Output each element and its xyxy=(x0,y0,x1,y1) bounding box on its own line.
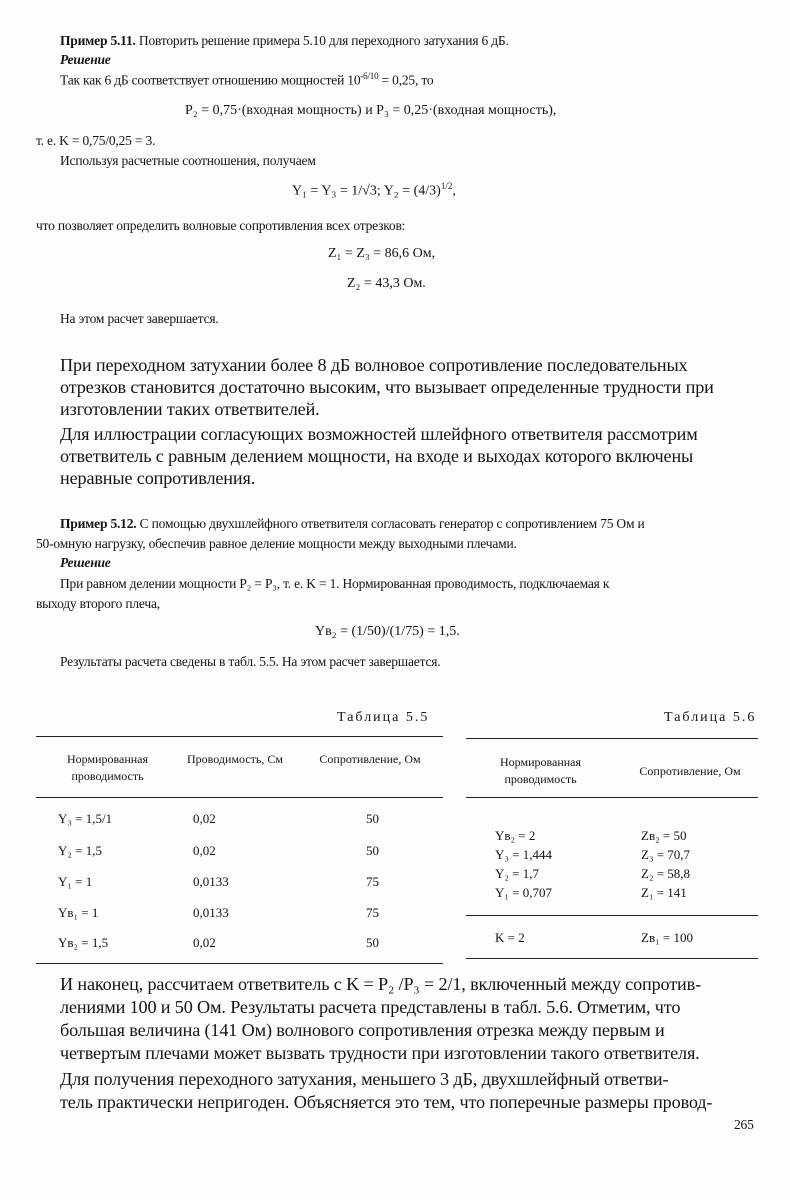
example-text: С помощью двухшлейфного ответвителя согласовать генератор с сопротивлением 75 Ом и xyxy=(139,516,645,531)
example-5-12-heading xyxy=(60,516,645,532)
paragraph-2-line-2: ответвитель с равным делением мощности, на входе и выходах которого включены xyxy=(60,446,694,466)
paragraph-1-line-1: При переходном затухании более 8 дБ волновое сопротивление последовательных xyxy=(60,355,688,375)
table-5-5-cell: 50 xyxy=(366,935,379,950)
table-5-6-bottom-rule xyxy=(466,958,758,959)
table-5-5-cell: 0,02 xyxy=(193,843,216,858)
ratio-result: = 0,25, то xyxy=(378,72,434,88)
admittance-equation xyxy=(292,181,456,200)
table-5-6-cell: Y₁ = 0,707 xyxy=(495,885,553,900)
determine-line: что позволяет определить волновые сопротивления всех отрезков: xyxy=(36,218,406,233)
results-line: Результаты расчета сведены в табл. 5.5. На этом расчет завершается. xyxy=(60,654,441,669)
table-5-6-cell: Z₂ = 58,8 xyxy=(641,866,691,881)
paragraph-1-line-2: отрезков становится достаточно высоким, что вызывает определенные трудности при xyxy=(60,377,714,397)
table-5-6-footer-k: K = 2 xyxy=(495,930,525,945)
second-arm-line: выходу второго плеча, xyxy=(36,596,160,611)
paragraph-3-line-1: И наконец, рассчитаем ответвитель с K = P₂ /P₃ = 2/1, включенный между сопротив- xyxy=(60,974,701,994)
table-5-5-cell: 0,02 xyxy=(193,935,216,950)
table-5-5-cell: 0,02 xyxy=(193,811,216,826)
table-5-5-cell: Y₃ = 1,5/1 xyxy=(58,811,113,826)
paragraph-4-line-1: Для получения переходного затухания, меньшего 3 дБ, двухшлейфный ответви- xyxy=(60,1069,669,1089)
equal-division-line: При равном делении мощности P₂ = P₃, т. е. K = 1. Нормированная проводимость, подключаемая к xyxy=(60,576,610,591)
table-5-6-header-2: Сопротивление, Ом xyxy=(639,764,741,778)
admittance-exponent: 1/2 xyxy=(440,181,453,191)
table-5-6-caption: Таблица 5.6 xyxy=(664,710,757,725)
table-5-6-footer-rule xyxy=(466,915,758,916)
paragraph-3-line-3: большая величина (141 Ом) волнового сопротивления отрезка между первым и xyxy=(60,1020,665,1040)
table-5-6-top-rule xyxy=(466,738,758,739)
paragraph-1-line-3: изготовлении таких ответвителей. xyxy=(60,399,320,419)
admittance-comma: , xyxy=(452,183,456,199)
solution-label-2: Решение xyxy=(60,555,111,570)
table-5-5-cell: 0,0133 xyxy=(193,874,229,889)
example-5-11-heading xyxy=(60,33,509,49)
power-equation: P₂ = 0,75·(входная мощность) и P₃ = 0,25·(входная мощность), xyxy=(185,103,557,118)
table-5-5-header-3: Сопротивление, Ом xyxy=(319,752,421,766)
example-text: Повторить решение примера 5.10 для переходного затухания 6 дБ. xyxy=(138,33,509,48)
table-5-6-cell: Y₂ = 1,7 xyxy=(495,866,540,881)
table-5-5-header-1: Нормированная проводимость xyxy=(66,752,149,783)
example-label: Пример 5.11. xyxy=(60,33,136,48)
page-number: 265 xyxy=(734,1117,754,1132)
table-5-5-cell: Yв₁ = 1 xyxy=(58,905,99,920)
table-5-5-cell: 0,0133 xyxy=(193,905,229,920)
yb2-equation: Yв₂ = (1/50)/(1/75) = 1,5. xyxy=(315,624,460,639)
table-5-6-footer-z: Zв₁ = 100 xyxy=(641,930,693,945)
impedance-equation-2: Z₂ = 43,3 Ом. xyxy=(347,276,426,291)
admittance-text: Y₁ = Y₃ = 1/√3; Y₂ = (4/3) xyxy=(292,183,441,199)
table-5-6-cell: Z₃ = 70,7 xyxy=(641,847,691,862)
table-5-6-cell: Zв₂ = 50 xyxy=(641,828,687,843)
finish-line: На этом расчет завершается. xyxy=(60,311,219,326)
table-5-5-cell: 75 xyxy=(366,874,379,889)
table-5-5-cell: Y₂ = 1,5 xyxy=(58,843,103,858)
table-5-5-header-2: Проводимость, См xyxy=(187,752,283,766)
impedance-equation-1: Z₁ = Z₃ = 86,6 Ом, xyxy=(328,246,436,261)
table-5-5-header-rule xyxy=(36,797,443,798)
paragraph-3-line-2: лениями 100 и 50 Ом. Результаты расчета представлены в табл. 5.6. Отметим, что xyxy=(60,997,681,1017)
table-5-6-header-1: Нормированная проводимость xyxy=(499,755,582,786)
table-5-6-cell: Yв₂ = 2 xyxy=(495,828,536,843)
table-5-6-cell: Y₃ = 1,444 xyxy=(495,847,553,862)
ratio-text: Так как 6 дБ соответствует отношению мощностей 10 xyxy=(60,72,361,88)
table-5-6-cell: Z₁ = 141 xyxy=(641,885,687,900)
table-5-5-cell: 75 xyxy=(366,905,379,920)
example-label: Пример 5.12. xyxy=(60,516,137,531)
k-line: т. е. K = 0,75/0,25 = 3. xyxy=(36,133,156,148)
table-5-5-cell: Y₁ = 1 xyxy=(58,874,93,889)
paragraph-2-line-1: Для иллюстрации согласующих возможностей шлейфного ответвителя рассмотрим xyxy=(60,424,698,444)
example-5-12-line-2: 50-омную нагрузку, обеспечив равное деление мощности между выходными плечами. xyxy=(36,536,517,551)
table-5-5-cell: 50 xyxy=(366,811,379,826)
ratio-exponent: -6/10 xyxy=(360,71,379,81)
paragraph-3-line-4: четвертым плечами может вызвать трудности при изготовлении такого ответвителя. xyxy=(60,1043,700,1063)
table-5-6-header-rule xyxy=(466,797,758,798)
table-5-5-bottom-rule xyxy=(36,963,443,964)
paragraph-2-line-3: неравные сопротивления. xyxy=(60,468,256,488)
table-5-5-cell: Yв₂ = 1,5 xyxy=(58,935,109,950)
table-5-5-cell: 50 xyxy=(366,843,379,858)
table-5-5-top-rule xyxy=(36,736,443,737)
solution-label: Решение xyxy=(60,52,111,67)
ratio-line xyxy=(60,71,433,89)
paragraph-4-line-2: тель практически непригоден. Объясняется это тем, что поперечные размеры провод- xyxy=(60,1092,713,1112)
using-line: Используя расчетные соотношения, получаем xyxy=(60,153,316,168)
table-5-5-caption: Таблица 5.5 xyxy=(337,710,430,725)
